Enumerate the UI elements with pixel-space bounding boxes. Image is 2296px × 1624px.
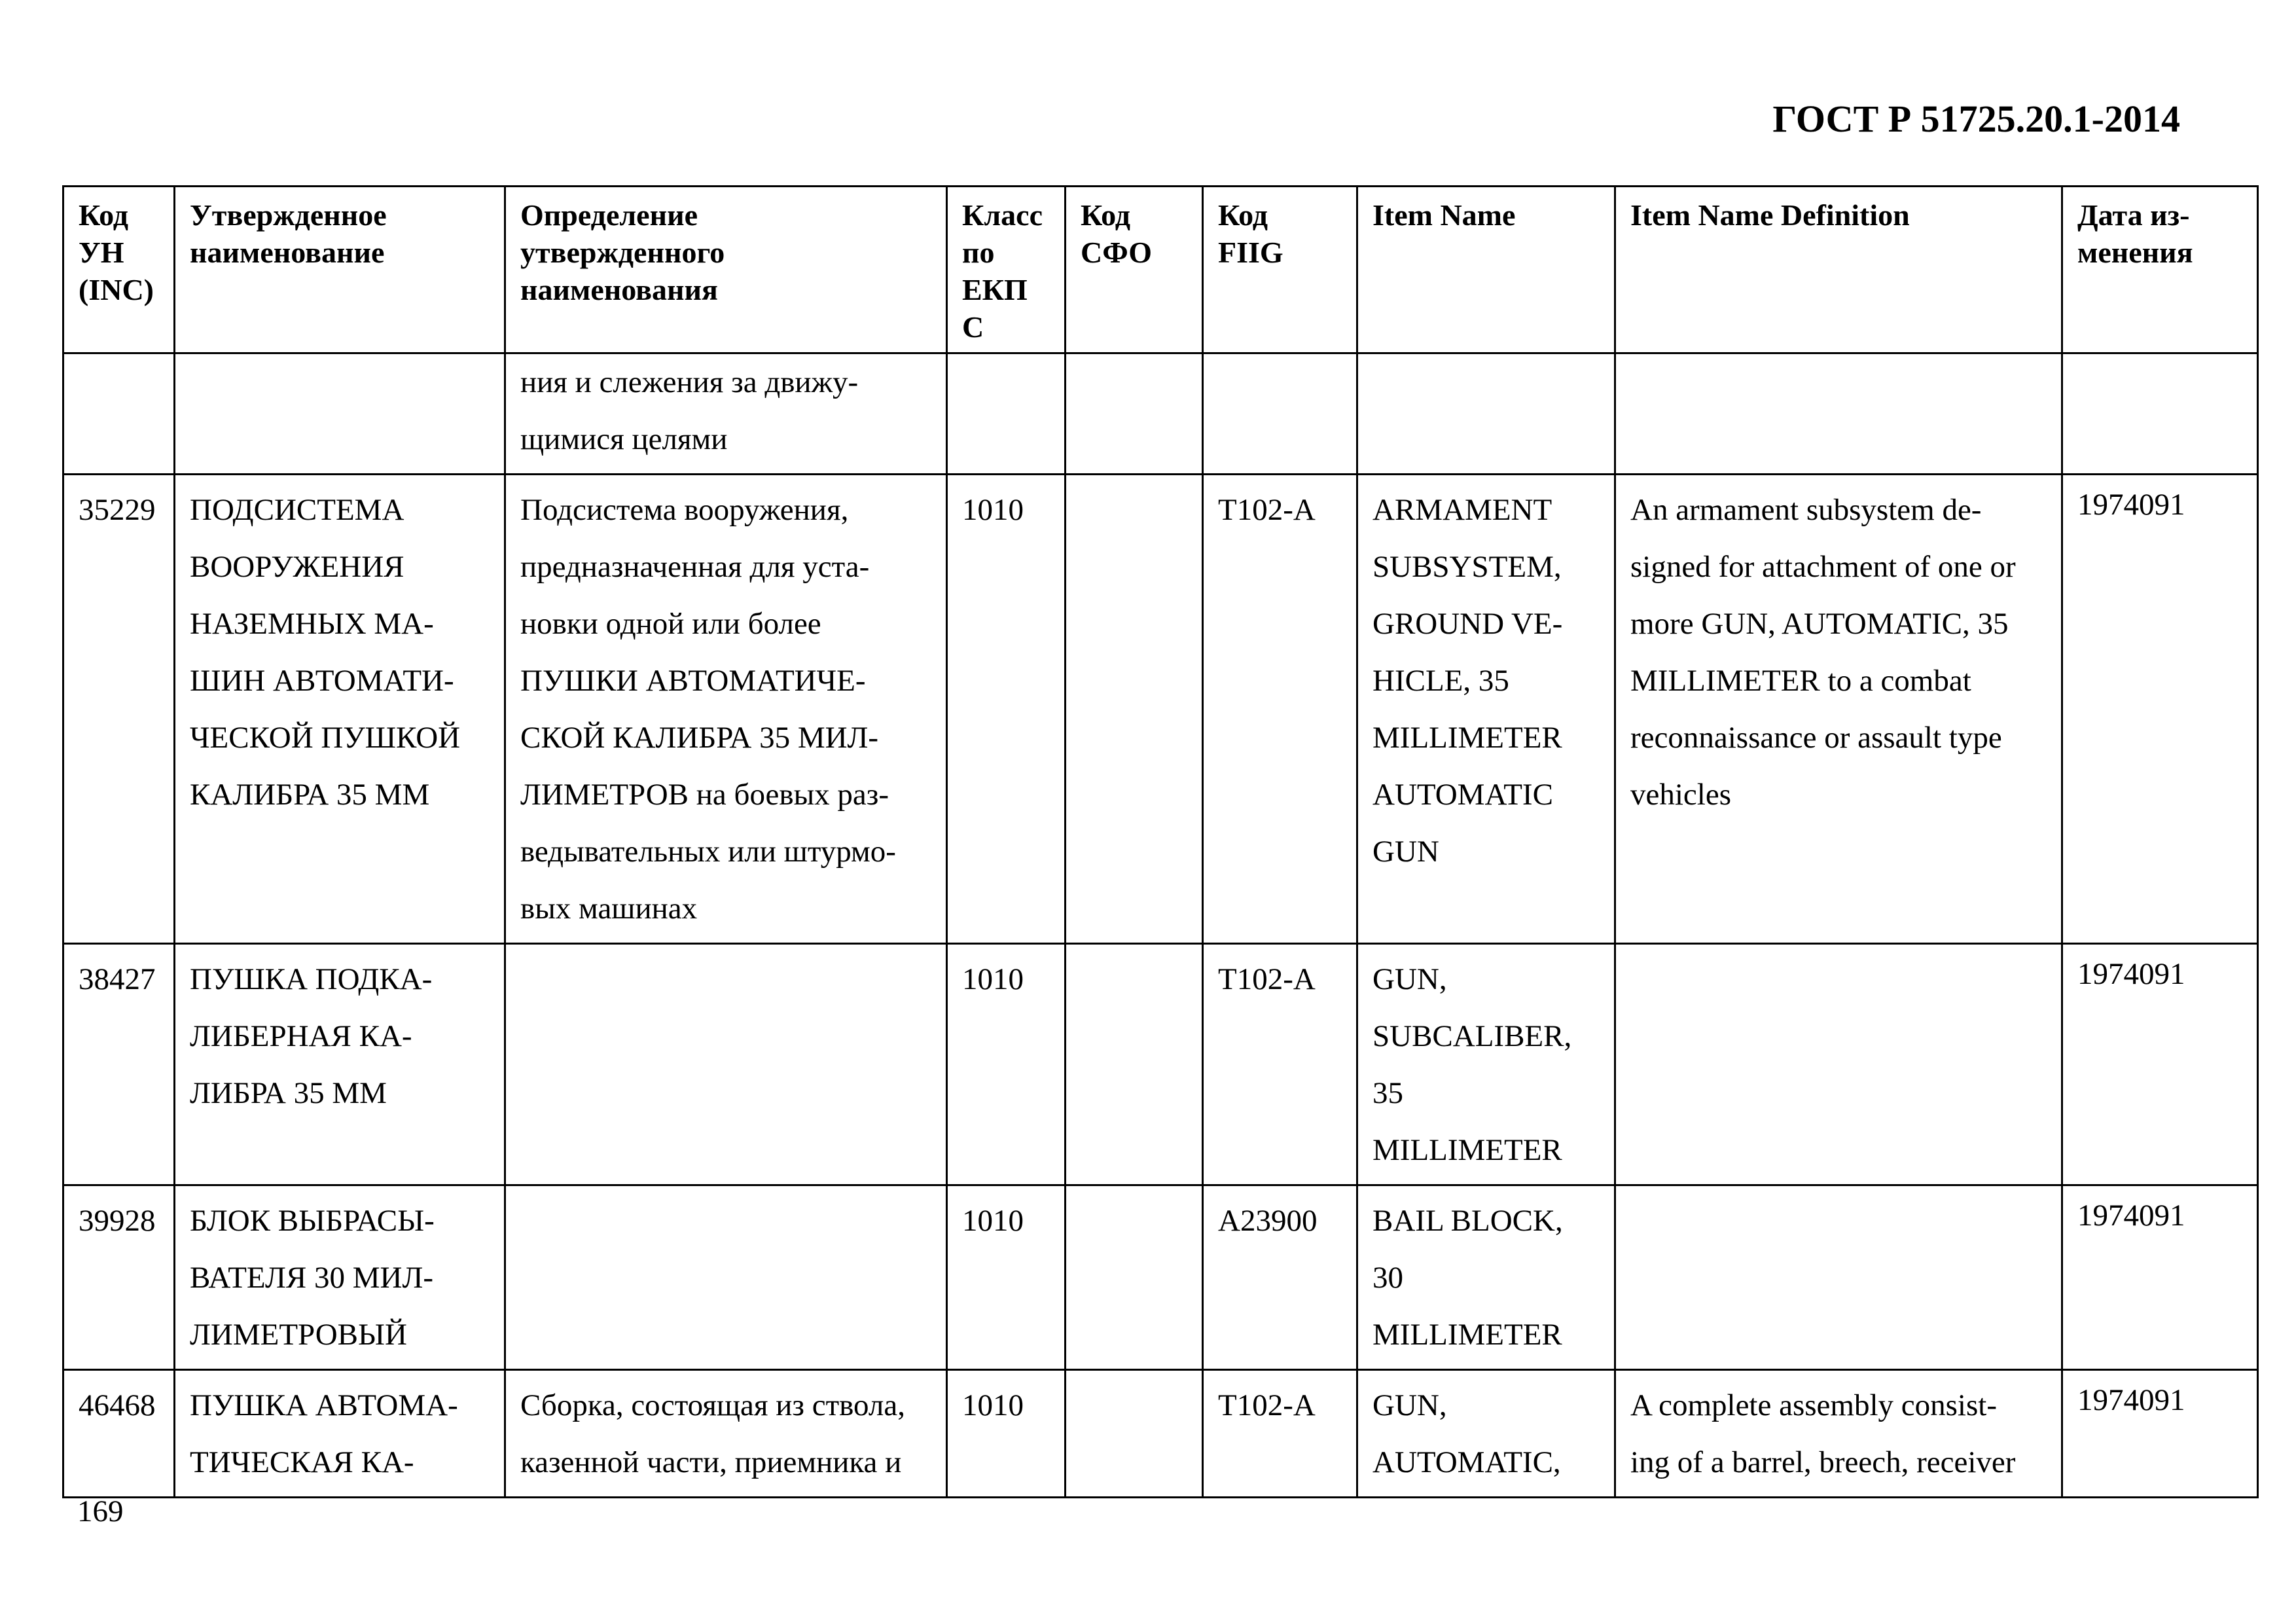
cell-sfo-code <box>1066 1185 1203 1370</box>
cell-fiig-code: T102-A <box>1203 1370 1357 1498</box>
cell-item-name-definition: A complete assembly consist- ing of a barrel, breech, receiver <box>1615 1370 2062 1498</box>
header-inc-code: Код УН (INC) <box>63 187 175 353</box>
cell-fiig-code: T102-A <box>1203 475 1357 944</box>
cell-inc-code: 39928 <box>63 1185 175 1370</box>
cell-approved-name <box>175 353 505 475</box>
table-row <box>63 475 2258 944</box>
cell-sfo-code <box>1066 475 1203 944</box>
header-ekps-class: Класс по ЕКП С <box>947 187 1066 353</box>
cell-sfo-code <box>1066 353 1203 475</box>
cell-name-definition <box>505 944 947 1185</box>
cell-sfo-code <box>1066 944 1203 1185</box>
cell-ekps-class <box>947 353 1066 475</box>
cell-change-date: 1974091 <box>2062 1185 2258 1370</box>
items-table <box>62 185 2259 1498</box>
cell-inc-code: 38427 <box>63 944 175 1185</box>
cell-item-name <box>1357 353 1615 475</box>
cell-ekps-class: 1010 <box>947 1370 1066 1498</box>
cell-fiig-code: A23900 <box>1203 1185 1357 1370</box>
header-item-name: Item Name <box>1357 187 1615 353</box>
table-row <box>63 353 2258 475</box>
header-name-definition: Определение утвержденного наименования <box>505 187 947 353</box>
cell-name-definition: ния и слежения за движу- щимися целями <box>505 353 947 475</box>
cell-approved-name: ПОДСИСТЕМА ВООРУЖЕНИЯ НАЗЕМНЫХ МА- ШИН АВТОМАТИ- ЧЕСКОЙ ПУШКОЙ КАЛИБРА 35 ММ <box>175 475 505 944</box>
cell-ekps-class: 1010 <box>947 1185 1066 1370</box>
cell-item-name-definition <box>1615 353 2062 475</box>
cell-approved-name: БЛОК ВЫБРАСЫ- ВАТЕЛЯ 30 МИЛ- ЛИМЕТРОВЫЙ <box>175 1185 505 1370</box>
cell-inc-code: 35229 <box>63 475 175 944</box>
cell-item-name-definition <box>1615 1185 2062 1370</box>
cell-approved-name: ПУШКА ПОДКА- ЛИБЕРНАЯ КА- ЛИБРА 35 ММ <box>175 944 505 1185</box>
cell-name-definition <box>505 1185 947 1370</box>
cell-change-date: 1974091 <box>2062 944 2258 1185</box>
header-approved-name: Утвержденное наименование <box>175 187 505 353</box>
table-row <box>63 1185 2258 1370</box>
cell-approved-name: ПУШКА АВТОМА- ТИЧЕСКАЯ КА- <box>175 1370 505 1498</box>
header-change-date: Дата из- менения <box>2062 187 2258 353</box>
cell-ekps-class: 1010 <box>947 944 1066 1185</box>
cell-inc-code: 46468 <box>63 1370 175 1498</box>
cell-fiig-code <box>1203 353 1357 475</box>
cell-sfo-code <box>1066 1370 1203 1498</box>
cell-item-name-definition: An armament subsystem de- signed for attachment of one or more GUN, AUTOMATIC, 35 MILLIMETER to a combat reconnaissance or assault type vehicles <box>1615 475 2062 944</box>
page-number: 169 <box>77 1494 124 1528</box>
header-item-name-definition: Item Name Definition <box>1615 187 2062 353</box>
table-row <box>63 1370 2258 1498</box>
cell-item-name: GUN, SUBCALIBER, 35 MILLIMETER <box>1357 944 1615 1185</box>
header-sfo-code: Код СФО <box>1066 187 1203 353</box>
cell-change-date <box>2062 353 2258 475</box>
cell-fiig-code: T102-A <box>1203 944 1357 1185</box>
cell-change-date: 1974091 <box>2062 1370 2258 1498</box>
cell-item-name: BAIL BLOCK, 30 MILLIMETER <box>1357 1185 1615 1370</box>
document-code: ГОСТ Р 51725.20.1-2014 <box>1772 98 2180 140</box>
cell-inc-code <box>63 353 175 475</box>
cell-name-definition: Сборка, состоящая из ствола, казенной части, приемника и <box>505 1370 947 1498</box>
table-header-row <box>63 187 2258 353</box>
cell-item-name: GUN, AUTOMATIC, <box>1357 1370 1615 1498</box>
cell-change-date: 1974091 <box>2062 475 2258 944</box>
cell-item-name-definition <box>1615 944 2062 1185</box>
cell-ekps-class: 1010 <box>947 475 1066 944</box>
cell-item-name: ARMAMENT SUBSYSTEM, GROUND VE- HICLE, 35 MILLIMETER AUTOMATIC GUN <box>1357 475 1615 944</box>
table-row <box>63 944 2258 1185</box>
cell-name-definition: Подсистема вооружения, предназначенная для уста- новки одной или более ПУШКИ АВТОМАТИЧЕ- СКОЙ КАЛИБРА 35 МИЛ- ЛИМЕТРОВ на боевых раз- ведывательных или штурмо- вых машинах <box>505 475 947 944</box>
header-fiig-code: Код FIIG <box>1203 187 1357 353</box>
